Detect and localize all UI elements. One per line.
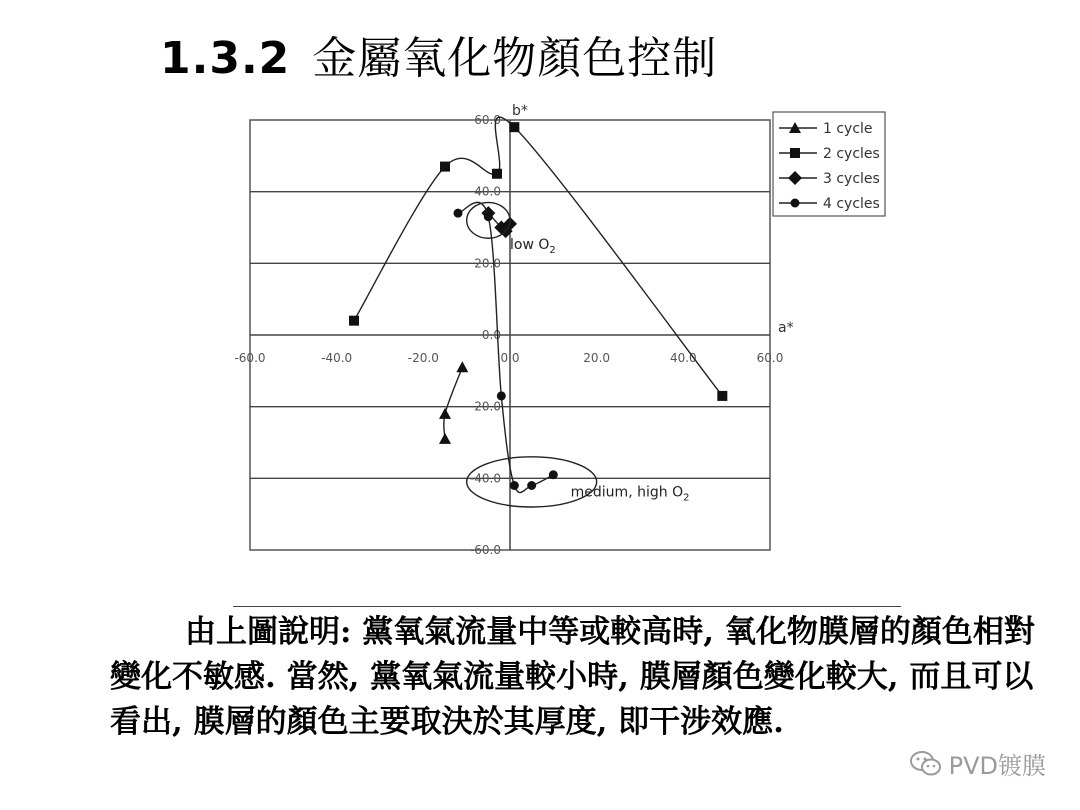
y-tick-label: -60.0 [469, 543, 501, 557]
watermark [909, 746, 1046, 781]
title-number: 1.3.2 [160, 33, 291, 84]
circle-marker [527, 481, 536, 490]
y-tick-label: 40.0 [474, 184, 501, 199]
circle-marker [791, 199, 800, 208]
y-axis-label: b* [512, 103, 528, 119]
annotation-label: low $O_2$ [510, 237, 556, 256]
square-marker [790, 148, 800, 158]
x-tick-label: 20.0 [583, 351, 611, 365]
square-marker [440, 162, 450, 172]
circle-marker [484, 212, 493, 221]
legend-entry: 2 cycles [823, 146, 880, 162]
y-tick-label: -20.0 [469, 399, 501, 414]
y-tick-label: 0.0 [481, 328, 501, 342]
x-tick-label: -20.0 [407, 351, 439, 365]
legend-entry: 3 cycles [823, 171, 880, 187]
wechat-icon [909, 750, 943, 778]
y-tick-label: -40.0 [469, 471, 501, 486]
square-marker [492, 169, 502, 179]
y-tick-label: 20.0 [474, 256, 501, 271]
x-tick-label: 60.0 [756, 351, 784, 365]
square-marker [717, 391, 727, 401]
legend-entry: 4 cycles [823, 196, 880, 212]
annotation-label: medium, high $O_2$ [570, 484, 690, 504]
watermark-text: PVD镀膜 [948, 752, 1046, 780]
x-tick-label: -60.0 [234, 351, 266, 365]
caption-divider [233, 606, 901, 607]
circle-marker [510, 481, 519, 490]
x-tick-label: 40.0 [669, 351, 697, 365]
square-marker [349, 316, 359, 326]
legend-entry: 1 cycle [823, 121, 873, 137]
legend [773, 112, 885, 216]
circle-marker [454, 209, 463, 218]
square-marker [509, 122, 519, 132]
x-axis-label: a* [778, 320, 794, 336]
caption-text: 由上圖說明: 黨氧氣流量中等或較高時, 氧化物膜層的顏色相對變化不敏感. 當然, 黨氧氣流量較小時, 膜層顏色變化較大, 而且可以看出, 膜層的顏色主要取決於其厚度, 即干涉效應. [110, 614, 1035, 740]
x-tick-label: 0.0 [500, 351, 520, 365]
circle-marker [497, 391, 506, 400]
x-tick-label: -40.0 [321, 351, 353, 365]
title-text: 金屬氧化物顏色控制 [312, 33, 718, 84]
y-tick-label: 60.0 [474, 113, 501, 127]
circle-marker [549, 470, 558, 479]
